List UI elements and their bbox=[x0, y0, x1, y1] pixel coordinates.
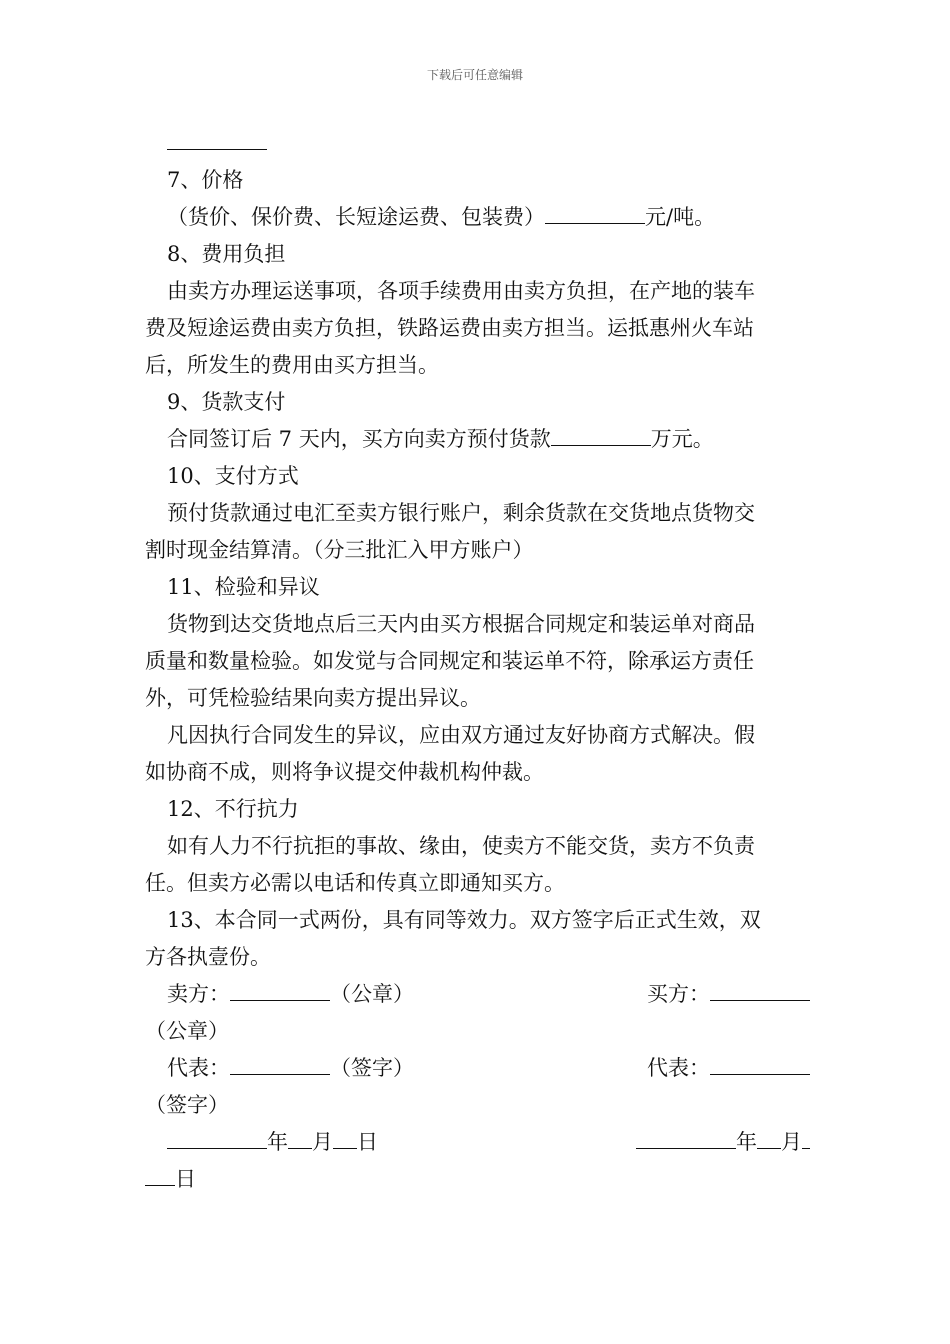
buyer-rep-blank bbox=[710, 1052, 810, 1075]
buyer-rep-block bbox=[647, 1050, 810, 1087]
seller-sign-label: （签字） bbox=[330, 1056, 414, 1080]
section-11-line-3: 外，可凭检验结果向卖方提出异议。 bbox=[145, 686, 481, 710]
buyer-day-line bbox=[145, 1161, 810, 1198]
buyer-label: 买方： bbox=[647, 982, 710, 1006]
section-12-title: 12、不行抗力 bbox=[167, 797, 299, 821]
section-9-text bbox=[145, 421, 810, 458]
month-label: 月 bbox=[781, 1130, 802, 1154]
seller-rep-block bbox=[167, 1050, 414, 1087]
seller-year-blank bbox=[167, 1126, 267, 1149]
section-10-title: 10、支付方式 bbox=[167, 464, 299, 488]
section-8-line-1: 由卖方办理运送事项，各项手续费用由卖方负担，在产地的装车 bbox=[167, 279, 755, 303]
section-12-line-2: 任。但卖方必需以电话和传真立即通知买方。 bbox=[145, 871, 565, 895]
section-8-line-2: 费及短途运费由卖方负担，铁路运费由卖方担当。运抵惠州火车站 bbox=[145, 316, 754, 340]
buyer-day-blank-start bbox=[802, 1126, 810, 1149]
buyer-year-blank bbox=[636, 1126, 736, 1149]
section-7-title: 7、价格 bbox=[167, 168, 244, 192]
section-11-line-2: 质量和数量检验。如发觉与合同规定和装运单不符，除承运方责任 bbox=[145, 649, 754, 673]
payment-text: 合同签订后 7 天内，买方向卖方预付货款 bbox=[167, 427, 551, 451]
buyer-block bbox=[647, 976, 810, 1013]
section-11-line-5: 如协商不成，则将争议提交仲裁机构仲裁。 bbox=[145, 760, 544, 784]
seller-seal-label: （公章） bbox=[330, 982, 414, 1006]
seller-date bbox=[167, 1124, 378, 1161]
section-13-line-2: 方各执壹份。 bbox=[145, 945, 271, 969]
buyer-blank bbox=[710, 978, 810, 1001]
section-9-title: 9、货款支付 bbox=[167, 390, 286, 414]
buyer-month-blank bbox=[757, 1126, 781, 1149]
section-11-title: 11、检验和异议 bbox=[167, 575, 320, 599]
month-label: 月 bbox=[312, 1130, 333, 1154]
contract-body bbox=[145, 125, 810, 1198]
leading-blank bbox=[145, 125, 810, 162]
buyer-day-blank bbox=[145, 1163, 175, 1186]
price-blank bbox=[545, 201, 645, 224]
payment-unit: 万元。 bbox=[650, 427, 714, 451]
year-label: 年 bbox=[267, 1130, 288, 1154]
signature-row-seal bbox=[145, 976, 810, 1013]
buyer-date bbox=[636, 1124, 810, 1161]
section-7-text bbox=[145, 199, 810, 236]
section-8-line-3: 后，所发生的费用由买方担当。 bbox=[145, 353, 439, 377]
date-row bbox=[145, 1124, 810, 1161]
buyer-seal-label: （公章） bbox=[145, 1019, 229, 1043]
day-label: 日 bbox=[175, 1167, 196, 1191]
price-items: （货价、保价费、长短途运费、包装费） bbox=[167, 205, 545, 229]
payment-blank bbox=[551, 423, 651, 446]
price-unit: 元/吨。 bbox=[645, 205, 716, 229]
section-12-line-1: 如有人力不行抗拒的事故、缘由，使卖方不能交货，卖方不负责 bbox=[167, 834, 755, 858]
seller-block bbox=[167, 976, 414, 1013]
seller-rep-label: 代表： bbox=[167, 1056, 230, 1080]
section-10-line-2: 割时现金结算清。（分三批汇入甲方账户） bbox=[145, 538, 534, 562]
seller-blank bbox=[230, 978, 330, 1001]
signature-row-rep bbox=[145, 1050, 810, 1087]
section-10-line-1: 预付货款通过电汇至卖方银行账户，剩余货款在交货地点货物交 bbox=[167, 501, 755, 525]
day-label: 日 bbox=[357, 1130, 378, 1154]
seller-rep-blank bbox=[230, 1052, 330, 1075]
year-label: 年 bbox=[736, 1130, 757, 1154]
seller-label: 卖方： bbox=[167, 982, 230, 1006]
seller-month-blank bbox=[288, 1126, 312, 1149]
buyer-rep-label: 代表： bbox=[647, 1056, 710, 1080]
blank-line bbox=[167, 127, 267, 150]
buyer-sign-label: （签字） bbox=[145, 1093, 229, 1117]
page-header: 下载后可任意编辑 bbox=[426, 68, 523, 82]
section-8-title: 8、费用负担 bbox=[167, 242, 286, 266]
section-11-line-4: 凡因执行合同发生的异议，应由双方通过友好协商方式解决。假 bbox=[167, 723, 755, 747]
section-11-line-1: 货物到达交货地点后三天内由买方根据合同规定和装运单对商品 bbox=[167, 612, 755, 636]
section-13-line-1: 13、本合同一式两份，具有同等效力。双方签字后正式生效，双 bbox=[167, 908, 761, 932]
seller-day-blank bbox=[333, 1126, 357, 1149]
